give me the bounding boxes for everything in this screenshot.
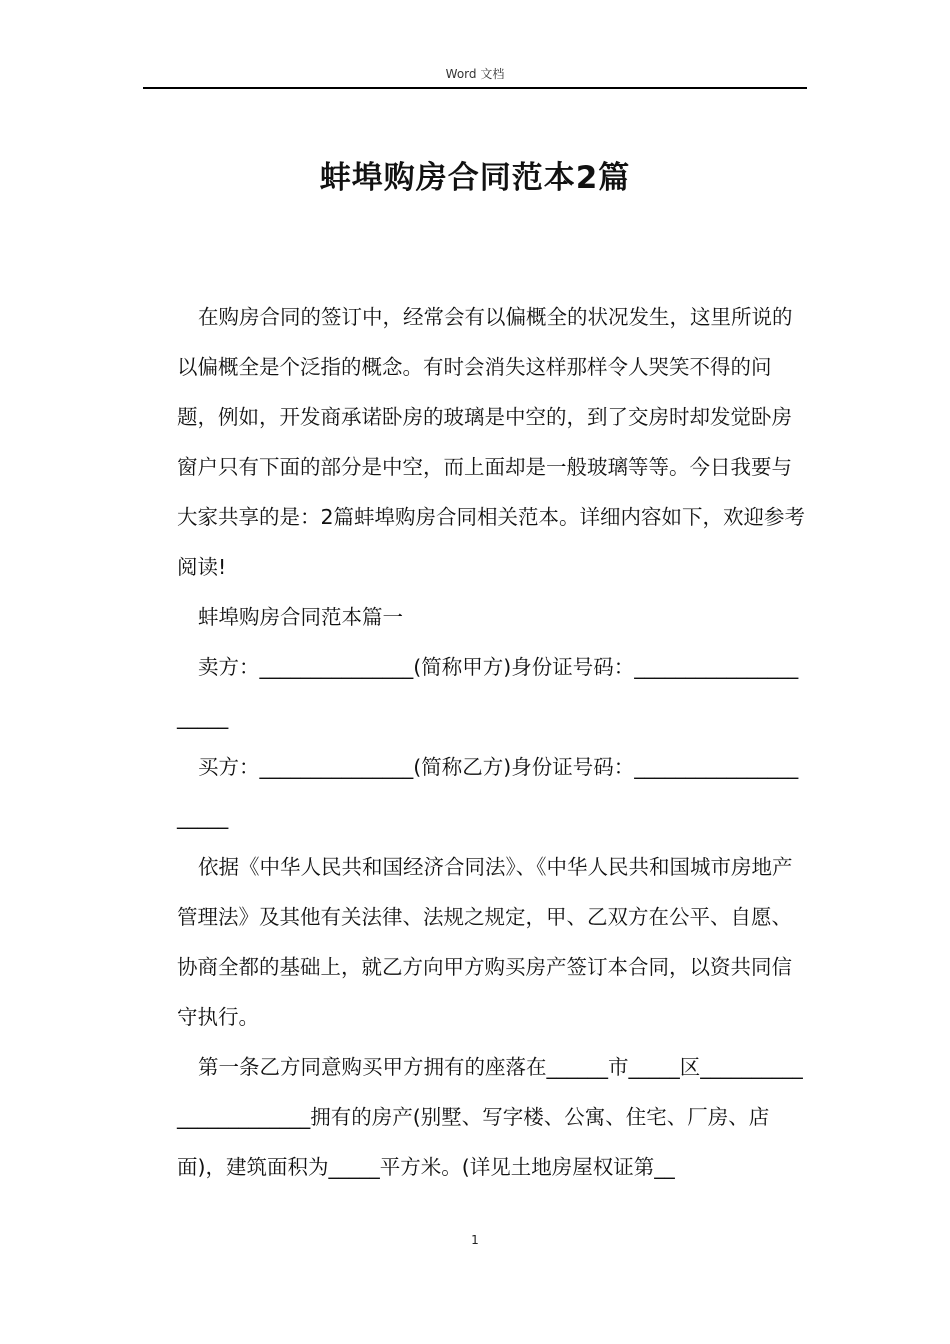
header-divider bbox=[143, 87, 807, 89]
document-body bbox=[177, 292, 807, 1192]
seller-line: 卖方：_______________(简称甲方)身份证号码：_____________________ bbox=[177, 655, 799, 729]
section-heading: 蚌埠购房合同范本篇一 bbox=[198, 605, 403, 629]
page-number: 1 bbox=[471, 1233, 479, 1247]
legal-basis-paragraph: 依据《中华人民共和国经济合同法》、《中华人民共和国城市房地产管理法》及其他有关法律、法规之规定，甲、乙双方在公平、自愿、协商全都的基础上，就乙方向甲方购买房产签订本合同，以资共同信守执行。 bbox=[177, 855, 793, 1029]
intro-paragraph: 在购房合同的签订中，经常会有以偏概全的状况发生，这里所说的以偏概全是个泛指的概念。有时会消失这样那样令人哭笑不得的问题，例如，开发商承诺卧房的玻璃是中空的，到了交房时却发觉卧房窗户只有下面的部分是中空，而上面却是一般玻璃等等。今日我要与大家共享的是：2篇蚌埠购房合同相关范本。详细内容如下，欢迎参考阅读! bbox=[177, 305, 806, 579]
document-title: 蚌埠购房合同范本2篇 bbox=[319, 160, 631, 196]
article-one-paragraph: 第一条乙方同意购买甲方拥有的座落在______市_____区_______________________拥有的房产(别墅、写字楼、公寓、住宅、厂房、店面)，建筑面积为_____平方米。(详见土地房屋权证第__ bbox=[177, 1055, 803, 1179]
header-label: Word 文档 bbox=[445, 67, 505, 81]
buyer-line: 买方：_______________(简称乙方)身份证号码：_____________________ bbox=[177, 755, 799, 829]
